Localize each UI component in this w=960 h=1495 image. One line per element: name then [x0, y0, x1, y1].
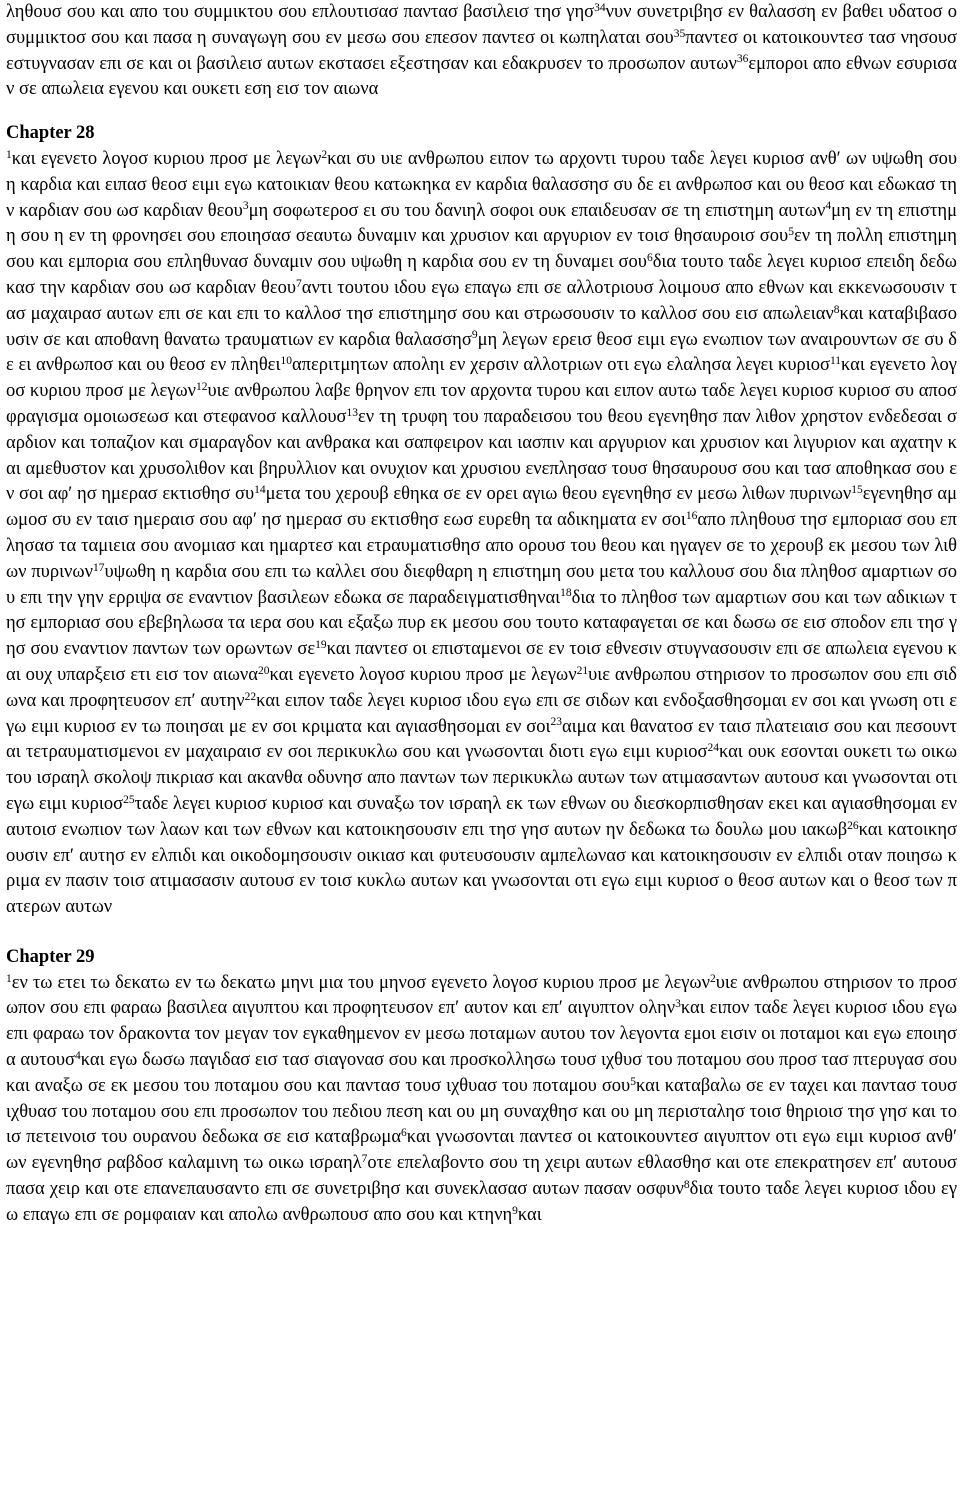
chapter-28-text: [6, 147, 957, 921]
verse-text: και κατοικησουσιν επ′ αυτησ εν ελπιδι και οικοδομησουσιν οικιασ και φυτευσουσιν αμπελωνασ και κατοικησουσιν εν ελπιδι οταν ποιησω κριμα εν πασιν τοισ ατιμασασιν αυτουσ εν τοισ κυκλω αυτων και γνωσονται οτι εγω ειμι κυριοσ ο θεοσ αυτων και ο θεοσ των πατερων αυτων: [6, 819, 957, 918]
verse-number: 18: [560, 587, 572, 600]
verse-text: παντεσ οι κατοικουντεσ τασ νησουσ εστυγνασαν επι σε και οι βασιλεισ αυτων εκστασει εξεστησαν και εδακρυσεν το προσωπον αυτων: [6, 27, 957, 74]
verse-number: 2: [321, 148, 328, 161]
verse-text: εν τω ετει τω δεκατω εν τω δεκατω μηνι μια του μηνοσ εγενετο λογοσ κυριου προσ με λεγων: [11, 972, 710, 993]
verse-text: μετα του χερουβ εθηκα σε εν ορει αγιω θεου εγενηθησ εν μεσω λιθων πυρινων: [265, 484, 852, 505]
verse-number: 6: [401, 1127, 407, 1140]
verse-number: 22: [244, 690, 257, 703]
verse-text: και εγενετο λογοσ κυριου προσ με λεγων: [6, 355, 957, 402]
verse-number: 10: [280, 355, 292, 368]
verse-number: 34: [594, 1, 606, 14]
verse-text: και συ υιε ανθρωπου ειπον τω αρχοντι τυρου ταδε λεγει κυριοσ ανθ′ ων υψωθη σου η καρδια και ειπασ θεοσ ειμι εγω κατοικιαν θεου κατωκηκα εν καρδια θαλασσησ συ δε ει ανθρωποσ και ου θεοσ και εδωκασ την καρδιαν σου ωσ καρδιαν θεου: [6, 148, 957, 221]
verse-text: υψωθη η καρδια σου επι τω καλλει σου διεφθαρη η επιστημη σου μετα του καλλουσ σου δια πληθοσ αμαρτιων σου επι την γην ερριψα σε εναντιον βασιλεων εδωκα σε παραδειγματισθηναι: [6, 561, 957, 608]
verse-text: και: [517, 1204, 542, 1225]
verse-number: 36: [736, 53, 749, 66]
verse-number: 11: [829, 355, 842, 368]
document-page: [6, 0, 957, 1229]
verse-number: 24: [707, 742, 719, 755]
verse-text: και καταβιβασουσιν σε και αποθανη θανατω τραυματιων εν καρδια θαλασσησ: [6, 303, 957, 350]
verse-number: 7: [296, 277, 302, 290]
verse-number: 15: [851, 484, 863, 497]
verse-number: 8: [833, 303, 840, 316]
verse-number: 5: [788, 226, 794, 239]
verse-number: 25: [123, 793, 135, 806]
verse-number: 3: [242, 200, 249, 213]
verse-text: υιε ανθρωπου στηρισον το προσωπον σου επι σιδωνα και προφητευσον επ′ αυτην: [6, 664, 958, 711]
verse-text: μη σοφωτεροσ ει συ του δανιηλ σοφοι ουκ επαιδευσαν σε τη επιστημη αυτων: [248, 200, 826, 221]
verse-text: ληθουσ σου και απο του συμμικτου σου επλουτισασ παντασ βασιλεισ τησ γησ: [6, 2, 595, 22]
verse-number: 7: [361, 1153, 368, 1166]
verse-number: 35: [673, 27, 686, 40]
verse-number: 19: [315, 638, 327, 651]
verse-text: και παντεσ οι επισταμενοι σε εν τοισ εθνεσιν στυγνασουσιν επι σε απωλεια εγενου και ουχ υπαρξεισ ετι εισ τον αιωνα: [6, 639, 957, 685]
verse-text: εν τη τρυφη του παραδεισου του θεου εγενηθησ παν λιθον χρηστον ενδεδεσαι σαρδιον και τοπαζιον και σμαραγδον και ανθρακα και σαπφειρον και ιασπιν και αργυριον και χρυσιον και λιγυριον και αχατην και αμεθυστον και χρυσολιθον και βηρυλλιον και ονυχιον και χρυσιου ενεπλησασ τουσ θησαυρουσ σου και τασ αποθηκασ σου εν σοι αφ′ ησ ημερασ εκτισθησ συ: [6, 406, 957, 505]
verse-text: και εγενετο λογοσ κυριου προσ με λεγων: [11, 148, 322, 169]
verse-text: και γνωσονται παντεσ οι κατοικουντεσ αιγυπτον οτι εγω ειμι κυριοσ ανθ′ ων εγενηθησ ραβδοσ καλαμινη τω οικω ισραηλ: [6, 1127, 957, 1174]
chapter-28-heading: Chapter 28: [6, 123, 95, 144]
verse-number: 4: [75, 1049, 81, 1062]
verse-number: 20: [257, 664, 270, 677]
verse-text: και ειπον ταδε λεγει κυριοσ ιδου εγω επι σε σιδων και ενδοξασθησομαι εν σοι και γνωση οτι εγω ειμι κυριοσ εν τω ποιησαι με εν σοι κριματα και αγιασθησομαι εν σοι: [6, 690, 958, 737]
verse-text: και εγω δωσω παγιδασ εισ τασ σιαγονασ σου και προσκολλησω τουσ ιχθυσ του ποταμου σου προσ τασ πτερυγασ σου και αναξω σε εκ μεσου του ποταμου σου και παντασ τουσ ιχθυασ του ποταμου σου: [6, 1050, 957, 1096]
verse-text: αιμα και θανατοσ εν ταισ πλατειαισ σου και πεσουνται τετραυματισμενοι εν μαχαιραισ εν σοι περικυκλω σου και γνωσονται διοτι εγω ειμι κυριοσ: [6, 716, 957, 763]
verse-text: και εγενετο λογοσ κυριου προσ με λεγων: [269, 664, 577, 685]
verse-number: 13: [346, 406, 358, 419]
verse-text: μη λεγων ερεισ θεοσ ειμι εγω ενωπιον των αναιρουντων σε συ δε ει ανθρωποσ και ου θεοσ εν πληθει: [6, 329, 957, 376]
verse-text: αντι τουτου ιδου εγω επαγω επι σε αλλοτριουσ λοιμουσ απο εθνων και εκκενωσουσιν τασ μαχαιρασ αυτων επι σε και επι το καλλοσ τησ επιστημησ σου και στρωσουσιν το καλλοσ σου εισ απωλειαν: [6, 277, 957, 324]
verse-number: 9: [512, 1204, 518, 1217]
verse-number: 3: [675, 998, 681, 1011]
verse-text: μη εν τη επιστημη σου η εν τη φρονησει σου εποιησασ σεαυτω δυναμιν και χρυσιον και αργυριον εν τοισ θησαυροισ σου: [6, 200, 958, 247]
verse-text: δια το πληθοσ των αμαρτιων σου και των αδικιων τησ εμποριασ σου εβεβηλωσα τα ιερα σου και εξαξω πυρ εκ μεσου σου τουτο καταφαγεται σε και δωσω σε εισ σποδον επι τησ γησ σου εναντιον παντων των ορωντων σε: [6, 587, 957, 660]
verse-number: 2: [709, 972, 716, 985]
verse-text: εγενηθησ αμωμοσ συ εν ταισ ημεραισ σου αφ′ ησ ημερασ συ εκτισθησ εωσ ευρεθη τα αδικηματα εν σοι: [6, 484, 957, 531]
verse-number: 1: [6, 972, 12, 985]
verse-number: 4: [825, 200, 832, 213]
verse-text: υιε ανθρωπου στηρισον το προσωπον σου επι φαραω βασιλεα αιγυπτου και προφητευσον επ′ αυτον και επ′ αιγυπτον ολην: [6, 972, 957, 1019]
verse-number: 6: [646, 252, 653, 265]
verse-text: απο πληθουσ τησ εμποριασ σου επλησασ τα ταμιεια σου ανομιασ και ημαρτεσ και ετραυματισθησ απο ορουσ του θεου και ηγαγεν σε το χερουβ εκ μεσου των λιθων πυρινων: [6, 510, 958, 582]
verse-number: 9: [471, 329, 478, 342]
verse-text: και καταβαλω σε εν ταχει και παντασ τουσ ιχθυασ του ποταμου σου επι προσωπον του πεδιου πεση και ου μη συναχθησ και ου μη περισταλησ τοισ θηριοισ τησ γησ και τοισ πετεινοισ του ουρανου δεδωκα σε εισ καταβρωμα: [6, 1075, 958, 1148]
verse-text: δια τουτο ταδε λεγει κυριοσ ιδου εγω επαγω επι σε ρομφαιαν και απολω ανθρωπουσ απο σου και κτηνη: [6, 1179, 957, 1225]
verse-number: 21: [576, 664, 589, 677]
verse-number: 5: [630, 1075, 636, 1088]
verse-number: 12: [196, 381, 208, 393]
verse-number: 17: [92, 561, 105, 574]
verse-number: 14: [254, 484, 266, 497]
verse-number: 1: [6, 148, 12, 161]
chapter-29-heading: Chapter 29: [6, 946, 95, 967]
verse-number: 8: [683, 1178, 690, 1191]
verse-number: 16: [685, 509, 698, 522]
chapter-29-text: [6, 971, 957, 1229]
verse-text: εμποροι απο εθνων εσυρισαν σε απωλεια εγενου και ουκετι εση εισ τον αιωνα: [6, 53, 957, 100]
verse-number: 26: [847, 819, 859, 832]
verse-text: απεριτμητων αποληι εν χερσιν αλλοτριων οτι εγω ελαλησα λεγει κυριοσ: [291, 355, 830, 376]
verse-text: ταδε λεγει κυριοσ κυριοσ και συναξω τον ισραηλ εκ των εθνων ου διεσκορπισθησαν εκει και αγιασθησομαι εν αυτοισ ενωπιον των λαων και των εθνων και κατοικησουσιν επι τησ γησ αυτων ην δεδωκα τω δουλω μου ιακωβ: [6, 793, 957, 840]
verse-text: υιε ανθρωπου λαβε θρηνον επι τον αρχοντα τυρου και ειπον αυτω ταδε λεγει κυριοσ κυριοσ συ αποσφραγισμα ομοιωσεωσ και στεφανοσ καλλουσ: [6, 381, 957, 427]
verse-text: νυν συνετριβησ εν θαλασση εν βαθει υδατοσ ο συμμικτοσ σου και πασα η συναγωγη σου εν μεσω σου επεσον παντεσ οι κωπηλαται σου: [6, 2, 957, 48]
verse-text: και ουκ εσονται ουκετι τω οικω του ισραηλ σκολοψ πικριασ και ακανθα οδυνησ απο παντων των περικυκλω αυτων των ατιμασαντων αυτουσ και γνωσονται οτι εγω ειμι κυριοσ: [6, 742, 957, 814]
prelude-paragraph: [6, 0, 957, 103]
verse-text: οτε επελαβοντο σου τη χειρι αυτων εθλασθησ και οτε επεκρατησεν επ′ αυτουσ πασα χειρ και οτε επανεπαυσαντο επι σε συνετριβησ και συνεκλασασ αυτων πασαν οσφυν: [6, 1153, 957, 1200]
verse-text: και ειπον ταδε λεγει κυριοσ ιδου εγω επι φαραω τον δρακοντα τον μεγαν τον εγκαθημενον εν μεσω ποταμων αυτου τον λεγοντα εμοι εισιν οι ποταμοι και εγω εποιησα αυτουσ: [6, 998, 958, 1071]
verse-text: δια τουτο ταδε λεγει κυριοσ επειδη δεδωκασ την καρδιαν σου ωσ καρδιαν θεου: [6, 252, 957, 298]
verse-text: εν τη πολλη επιστημη σου και εμπορια σου επληθυνασ δυναμιν σου υψωθη η καρδια σου εν τη δυναμει σου: [6, 226, 957, 273]
verse-number: 23: [550, 716, 562, 729]
